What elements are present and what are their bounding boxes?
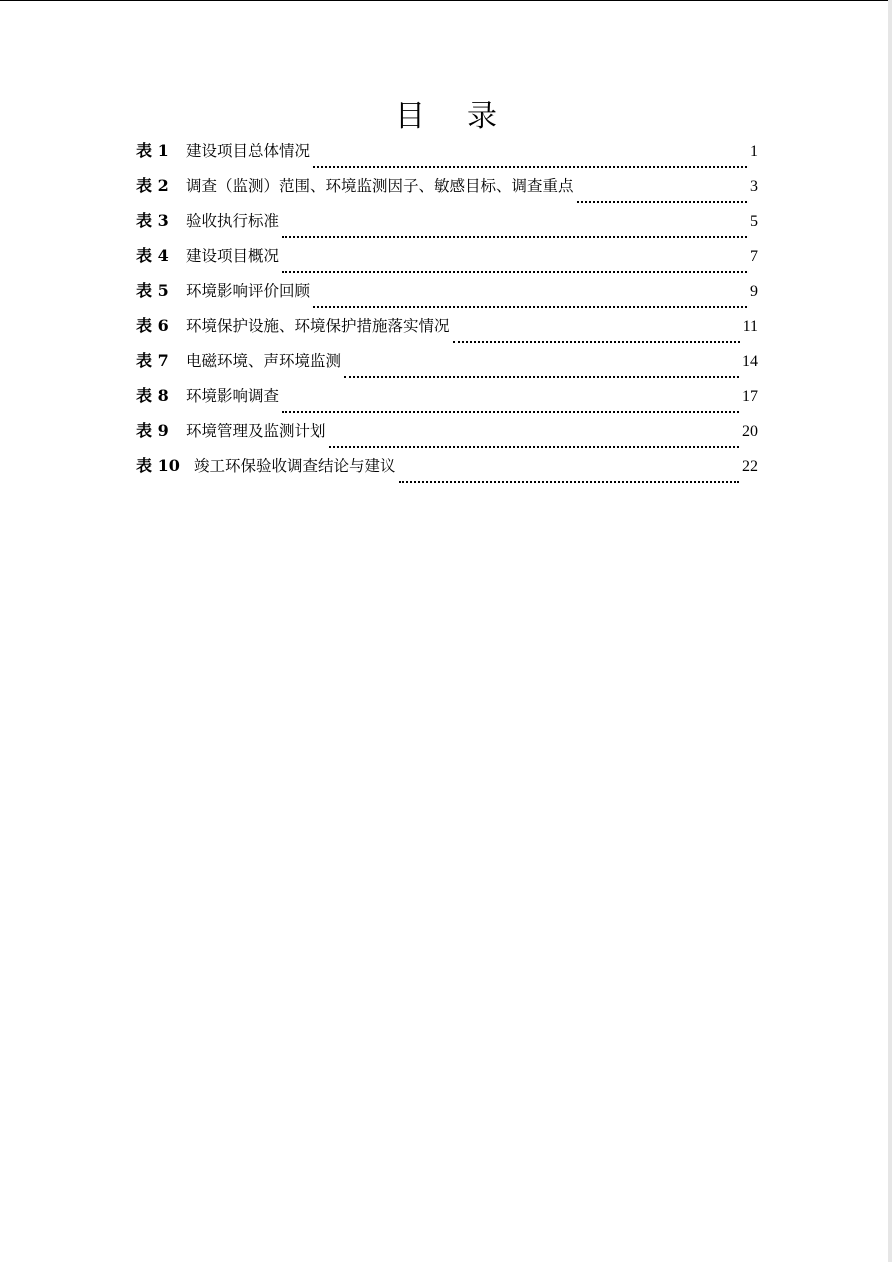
toc-leader-dots	[313, 154, 747, 168]
toc-entry-page: 11	[742, 318, 758, 335]
toc-entry-page: 5	[750, 213, 758, 230]
toc-entry-text: 调查（监测）范围、环境监测因子、敏感目标、调查重点	[186, 177, 574, 195]
toc-entry-8[interactable]	[136, 384, 758, 419]
toc-leader-dots	[329, 434, 739, 448]
toc-leader-dots	[344, 364, 739, 378]
toc-entry-9[interactable]	[136, 419, 758, 454]
toc-entry-text: 环境保护设施、环境保护措施落实情况	[186, 317, 450, 335]
toc-leader-dots	[453, 329, 740, 343]
toc-entry-page: 9	[750, 283, 758, 300]
toc-entry-10[interactable]	[136, 454, 758, 489]
toc-leader-dots	[313, 294, 747, 308]
toc-entry-page: 3	[750, 178, 758, 195]
toc-entry-5[interactable]	[136, 279, 758, 314]
toc-entry-number: 表 9	[136, 421, 169, 440]
toc-leader-dots	[399, 469, 739, 483]
toc-entry-text: 环境影响调查	[186, 387, 280, 405]
toc-entry-text: 建设项目总体情况	[186, 142, 311, 160]
toc-entry-page: 17	[742, 388, 758, 405]
toc-leader-dots	[577, 189, 747, 203]
toc-title-char-2: 录	[467, 99, 497, 134]
toc-entry-number: 表 7	[136, 351, 169, 370]
toc-leader-dots	[282, 224, 747, 238]
toc-entry-page: 20	[742, 423, 758, 440]
toc-list	[136, 139, 758, 489]
toc-entry-number: 表 3	[136, 211, 169, 230]
toc-entry-number: 表 2	[136, 176, 169, 195]
toc-entry-page: 1	[750, 143, 758, 160]
toc-entry-page: 22	[742, 458, 758, 475]
toc-title-char-1: 目	[395, 99, 425, 134]
toc-entry-text: 环境管理及监测计划	[186, 422, 326, 440]
toc-entry-page: 14	[742, 353, 758, 370]
toc-entry-text: 环境影响评价回顾	[186, 282, 311, 300]
toc-entry-text: 电磁环境、声环境监测	[186, 352, 342, 370]
toc-entry-7[interactable]	[136, 349, 758, 384]
toc-entry-number: 表 5	[136, 281, 169, 300]
toc-entry-text: 验收执行标准	[186, 212, 280, 230]
toc-entry-text: 建设项目概况	[186, 247, 280, 265]
toc-leader-dots	[282, 399, 739, 413]
toc-entry-2[interactable]	[136, 174, 758, 209]
toc-entry-number: 表 1	[136, 141, 169, 160]
toc-entry-page: 7	[750, 248, 758, 265]
toc-entry-3[interactable]	[136, 209, 758, 244]
toc-entry-6[interactable]	[136, 314, 758, 349]
toc-entry-number: 表 8	[136, 386, 169, 405]
toc-entry-number: 表 10	[136, 456, 180, 475]
toc-entry-4[interactable]	[136, 244, 758, 279]
page-edge-shade	[888, 0, 892, 1262]
toc-title	[0, 91, 892, 135]
toc-entry-number: 表 4	[136, 246, 169, 265]
toc-leader-dots	[282, 259, 747, 273]
toc-entry-text: 竣工环保验收调查结论与建议	[194, 457, 396, 475]
toc-entry-1[interactable]	[136, 139, 758, 174]
toc-entry-number: 表 6	[136, 316, 169, 335]
